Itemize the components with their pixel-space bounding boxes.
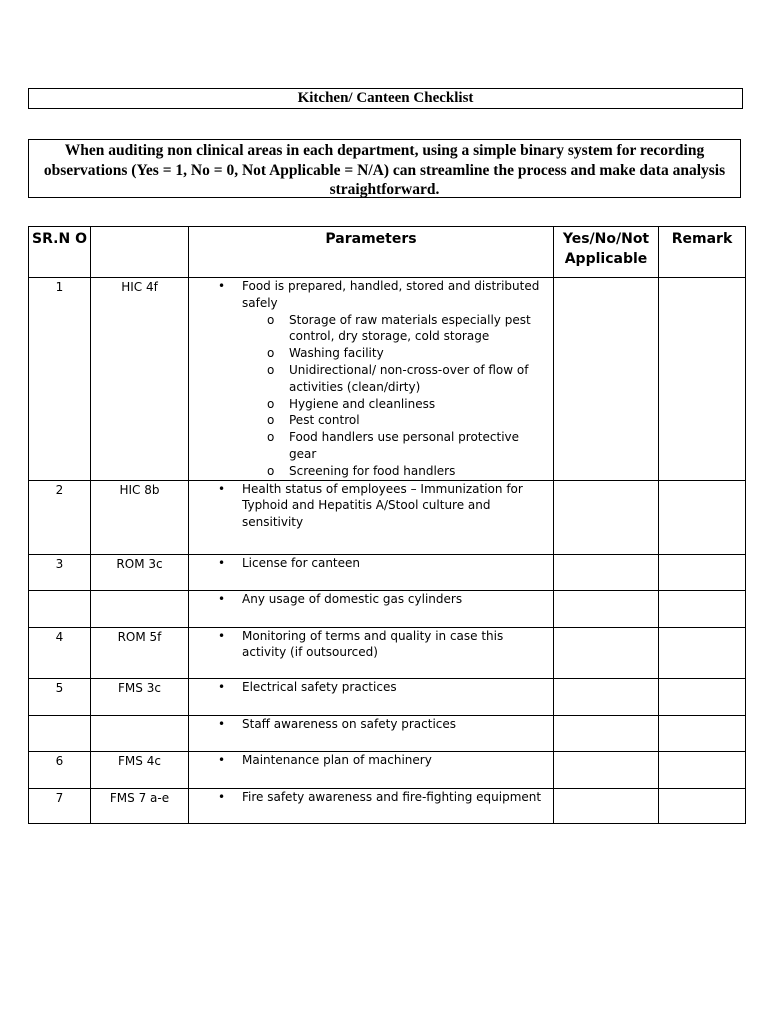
parameter-text: • Health status of employees – Immunization for Typhoid and Hepatitis A/Stool culture and sensitivity	[189, 481, 553, 531]
table-row	[29, 715, 746, 751]
row-code	[91, 590, 189, 627]
row-number: 5	[29, 678, 91, 715]
row-code: HIC 4f	[91, 278, 189, 481]
answer-cell[interactable]	[554, 627, 659, 678]
row-code: HIC 8b	[91, 480, 189, 554]
remark-cell[interactable]	[659, 678, 746, 715]
row-parameter	[189, 678, 554, 715]
answer-cell[interactable]	[554, 278, 659, 481]
checklist-table	[28, 226, 746, 824]
row-number: 1	[29, 278, 91, 481]
remark-cell[interactable]	[659, 627, 746, 678]
parameter-text: • Fire safety awareness and fire-fighting equipment	[189, 789, 553, 806]
sub-item: o Hygiene and cleanliness	[190, 396, 547, 413]
row-parameter	[189, 278, 554, 481]
row-parameter	[189, 788, 554, 823]
table-row	[29, 480, 746, 554]
row-code: FMS 4c	[91, 751, 189, 788]
parameter-bullet	[189, 278, 553, 480]
intro-paragraph: When auditing non clinical areas in each department, using a simple binary system for recording observations (Yes = 1, No = 0, Not Applicable = N/A) can streamline the process and make data analysis straightforward.	[28, 139, 741, 198]
table-row	[29, 627, 746, 678]
sub-item: o Food handlers use personal protective gear	[190, 429, 547, 463]
row-number: 7	[29, 788, 91, 823]
row-number: 6	[29, 751, 91, 788]
remark-cell[interactable]	[659, 480, 746, 554]
header-code	[91, 227, 189, 278]
remark-cell[interactable]	[659, 788, 746, 823]
row-number: 4	[29, 627, 91, 678]
row-parameter	[189, 627, 554, 678]
sub-item: o Storage of raw materials especially pest control, dry storage, cold storage	[190, 312, 547, 346]
header-parameters: Parameters	[189, 227, 554, 278]
answer-cell[interactable]	[554, 678, 659, 715]
answer-cell[interactable]	[554, 715, 659, 751]
answer-cell[interactable]	[554, 590, 659, 627]
parameter-text: • License for canteen	[189, 555, 553, 572]
sub-item: o Screening for food handlers	[190, 463, 547, 480]
remark-cell[interactable]	[659, 554, 746, 590]
row-code	[91, 715, 189, 751]
row-number	[29, 590, 91, 627]
row-parameter	[189, 751, 554, 788]
table-header-row	[29, 227, 746, 278]
header-srno: SR.N O	[29, 227, 91, 278]
table-row	[29, 554, 746, 590]
row-number: 2	[29, 480, 91, 554]
table-row	[29, 788, 746, 823]
row-parameter	[189, 590, 554, 627]
row-number	[29, 715, 91, 751]
table-row	[29, 678, 746, 715]
sub-item: o Washing facility	[190, 345, 547, 362]
row-parameter	[189, 554, 554, 590]
header-answer: Yes/No/Not Applicable	[554, 227, 659, 278]
answer-cell[interactable]	[554, 788, 659, 823]
parameter-text: • Monitoring of terms and quality in case this activity (if outsourced)	[189, 628, 553, 662]
sub-item: o Unidirectional/ non-cross-over of flow of activities (clean/dirty)	[190, 362, 547, 396]
remark-cell[interactable]	[659, 278, 746, 481]
answer-cell[interactable]	[554, 480, 659, 554]
document-title: Kitchen/ Canteen Checklist	[28, 88, 743, 109]
table-row	[29, 751, 746, 788]
row-parameter	[189, 715, 554, 751]
remark-cell[interactable]	[659, 715, 746, 751]
sub-item: o Pest control	[190, 412, 547, 429]
parameter-text: • Electrical safety practices	[189, 679, 553, 696]
remark-cell[interactable]	[659, 590, 746, 627]
answer-cell[interactable]	[554, 751, 659, 788]
row-parameter	[189, 480, 554, 554]
parameter-text: Food is prepared, handled, stored and distributed safely	[242, 279, 540, 310]
parameter-text: • Any usage of domestic gas cylinders	[189, 591, 553, 608]
table-row	[29, 278, 746, 481]
row-code: ROM 3c	[91, 554, 189, 590]
parameter-text: • Maintenance plan of machinery	[189, 752, 553, 769]
remark-cell[interactable]	[659, 751, 746, 788]
parameter-text: • Staff awareness on safety practices	[189, 716, 553, 733]
table-row	[29, 590, 746, 627]
header-remark: Remark	[659, 227, 746, 278]
row-number: 3	[29, 554, 91, 590]
answer-cell[interactable]	[554, 554, 659, 590]
row-code: FMS 3c	[91, 678, 189, 715]
row-code: ROM 5f	[91, 627, 189, 678]
row-code: FMS 7 a-e	[91, 788, 189, 823]
